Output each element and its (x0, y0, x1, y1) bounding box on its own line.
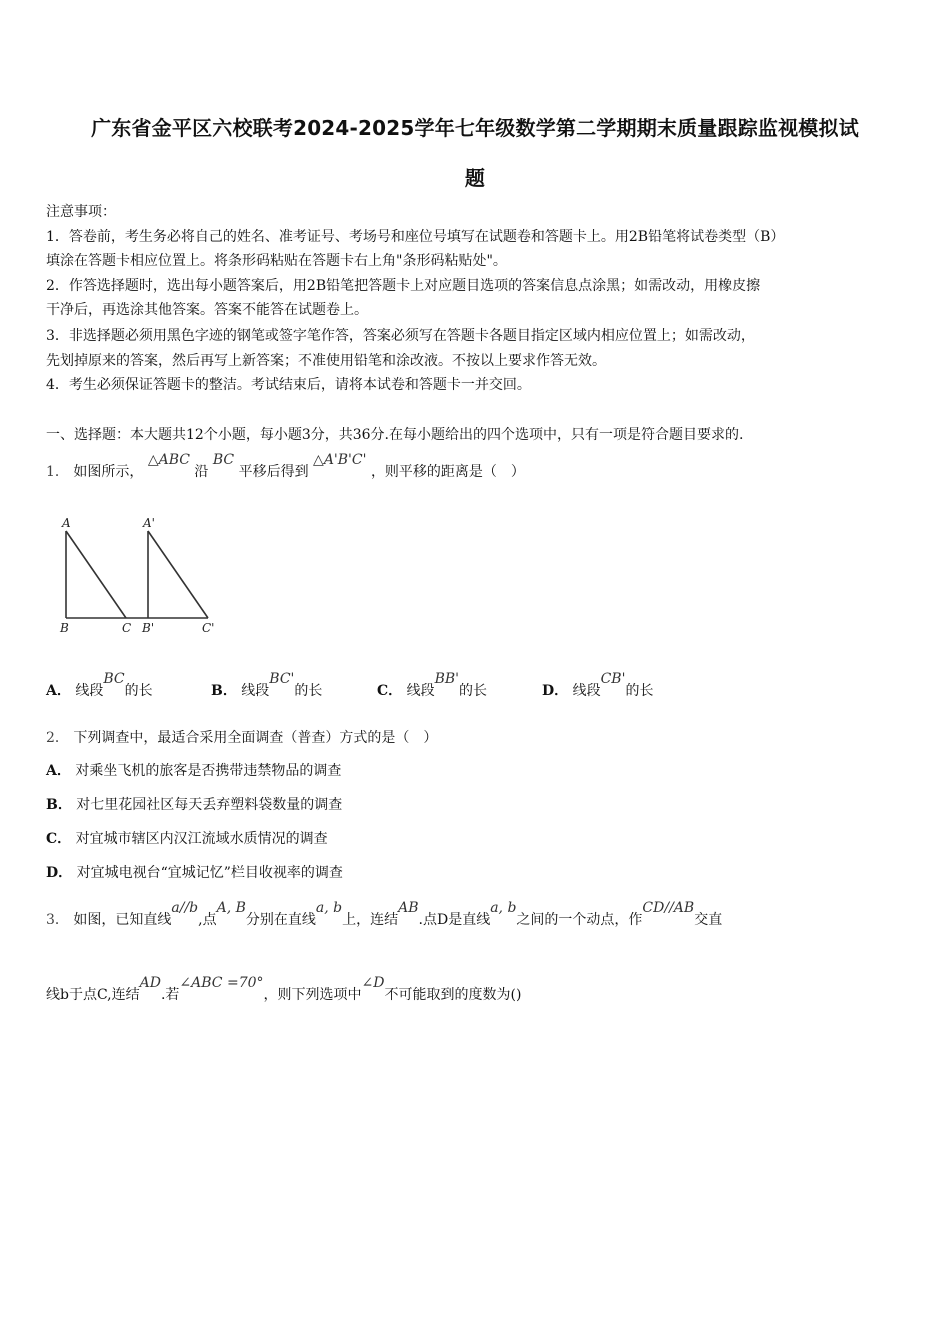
math-expression: BB' (434, 671, 460, 687)
question-number: 1． (46, 464, 69, 480)
option-c[interactable] (46, 829, 328, 849)
question-text: 分别在直线 (245, 912, 316, 928)
question-text: 线b于点C,连结 (46, 987, 140, 1003)
option-text: 的长 (124, 683, 153, 699)
option-a[interactable] (46, 671, 153, 700)
option-text: 的长 (294, 683, 323, 699)
segment-a2c2 (148, 531, 208, 618)
option-b[interactable] (46, 795, 342, 815)
option-text: 对乘坐飞机的旅客是否携带违禁物品的调查 (75, 763, 342, 779)
option-text: 线段 (75, 683, 104, 699)
question-text: 上，连结 (342, 912, 399, 928)
option-text: 的长 (625, 683, 654, 699)
label-a: A (62, 516, 71, 530)
question-text: 下列调查中，最适合采用全面调查（普查）方式的是（ ） (73, 730, 438, 746)
notice-item: 3．非选择题必须用黑色字迹的钢笔或签字笔作答，答案必须写在答题卡各题目指定区域内相应位置上；如需改动， (46, 328, 755, 344)
math-expression: a//b (171, 900, 199, 916)
option-letter: B． (46, 797, 72, 813)
option-text: 线段 (572, 683, 601, 699)
question-text: ，则下列选项中 (263, 987, 362, 1003)
page-title: 广东省金平区六校联考2024-2025学年七年级数学第二学期期末质量跟踪监视模拟试 (91, 116, 859, 140)
option-text: 对宜城电视台“宜城记忆”栏目收视率的调查 (76, 865, 343, 881)
math-expression: △ABC (147, 452, 190, 468)
option-letter: C． (377, 683, 403, 699)
option-text: 对宜城市辖区内汉江流域水质情况的调查 (75, 831, 328, 847)
math-expression: ∠D (361, 975, 385, 991)
label-c: C (122, 621, 132, 635)
notice-item: 先划掉原来的答案，然后再写上新答案；不准使用铅笔和涂改液。不按以上要求作答无效。 (46, 353, 606, 369)
option-letter: D． (46, 865, 73, 881)
option-b[interactable] (211, 671, 323, 700)
question-text: 之间的一个动点，作 (516, 912, 643, 928)
notice-item: 1．答卷前，考生务必将自己的姓名、准考证号、考场号和座位号填写在试题卷和答题卡上。用2B铅笔将试卷类型（B） (46, 229, 785, 245)
math-expression: BC (212, 452, 235, 468)
math-expression: ∠ABC =70° (179, 975, 264, 991)
question-text: .若 (160, 987, 180, 1003)
notice-item: 干净后，再选涂其他答案。答案不能答在试题卷上。 (46, 302, 368, 318)
math-expression: BC (103, 671, 125, 687)
question-text: 交直 (694, 912, 723, 928)
option-a[interactable] (46, 761, 341, 781)
option-letter: B． (211, 683, 237, 699)
option-d[interactable] (46, 863, 343, 883)
math-expression: CB' (600, 671, 626, 687)
question-text: ，则平移的距离是（ ） (370, 464, 525, 480)
math-expression: a, b (315, 900, 343, 916)
label-c-prime: C' (202, 621, 215, 635)
question-2 (46, 728, 437, 748)
option-letter: A． (46, 683, 71, 699)
option-d[interactable] (542, 671, 654, 700)
option-letter: D． (542, 683, 569, 699)
label-b: B (60, 621, 69, 635)
question-text: .点D是直线 (418, 912, 491, 928)
math-expression: AD (139, 975, 161, 991)
option-text: 线段 (241, 683, 270, 699)
option-letter: C． (46, 831, 72, 847)
question-text: 沿 (194, 464, 209, 480)
question-text: 如图，已知直线 (73, 912, 172, 928)
math-expression: A, B (216, 900, 246, 916)
math-expression: BC' (269, 671, 295, 687)
option-text: 对七里花园社区每天丢弃塑料袋数量的调查 (76, 797, 343, 813)
notice-item: 4．考生必须保证答题卡的整洁。考试结束后，请将本试卷和答题卡一并交回。 (46, 377, 531, 393)
question-number: 3． (46, 912, 69, 928)
option-text: 线段 (406, 683, 435, 699)
math-expression: a, b (490, 900, 517, 916)
question-1 (46, 452, 525, 482)
question-3 (46, 900, 723, 930)
question-3-continued (46, 975, 522, 1005)
question-number: 2． (46, 730, 69, 746)
notice-item: 2．作答选择题时，选出每小题答案后，用2B铅笔把答题卡上对应题目选项的答案信息点涂黑；如需改动，用橡皮擦 (46, 278, 761, 294)
page-title-continued: 题 (464, 166, 486, 190)
option-text: 的长 (459, 683, 488, 699)
option-letter: A． (46, 763, 71, 779)
question-text: 不可能取到的度数为() (384, 987, 522, 1003)
segment-ac (66, 531, 126, 618)
label-a-prime: A' (143, 516, 155, 530)
question-text: 平移后得到 (238, 464, 309, 480)
math-expression: CD//AB (642, 900, 695, 916)
math-expression: △A'B'C' (313, 452, 367, 468)
notice-item: 填涂在答题卡相应位置上。将条形码粘贴在答题卡右上角"条形码粘贴处"。 (46, 253, 507, 269)
option-c[interactable] (377, 671, 488, 700)
notice-heading: 注意事项： (46, 204, 116, 220)
question-text: ,点 (198, 912, 217, 928)
math-expression: AB (398, 900, 419, 916)
translation-figure (56, 514, 226, 640)
question-text: 如图所示， (73, 464, 144, 480)
section-heading: 一、选择题：本大题共12个小题，每小题3分，共36分.在每小题给出的四个选项中，只有一项是符合题目要求的. (46, 427, 744, 443)
label-b-prime: B' (142, 621, 155, 635)
